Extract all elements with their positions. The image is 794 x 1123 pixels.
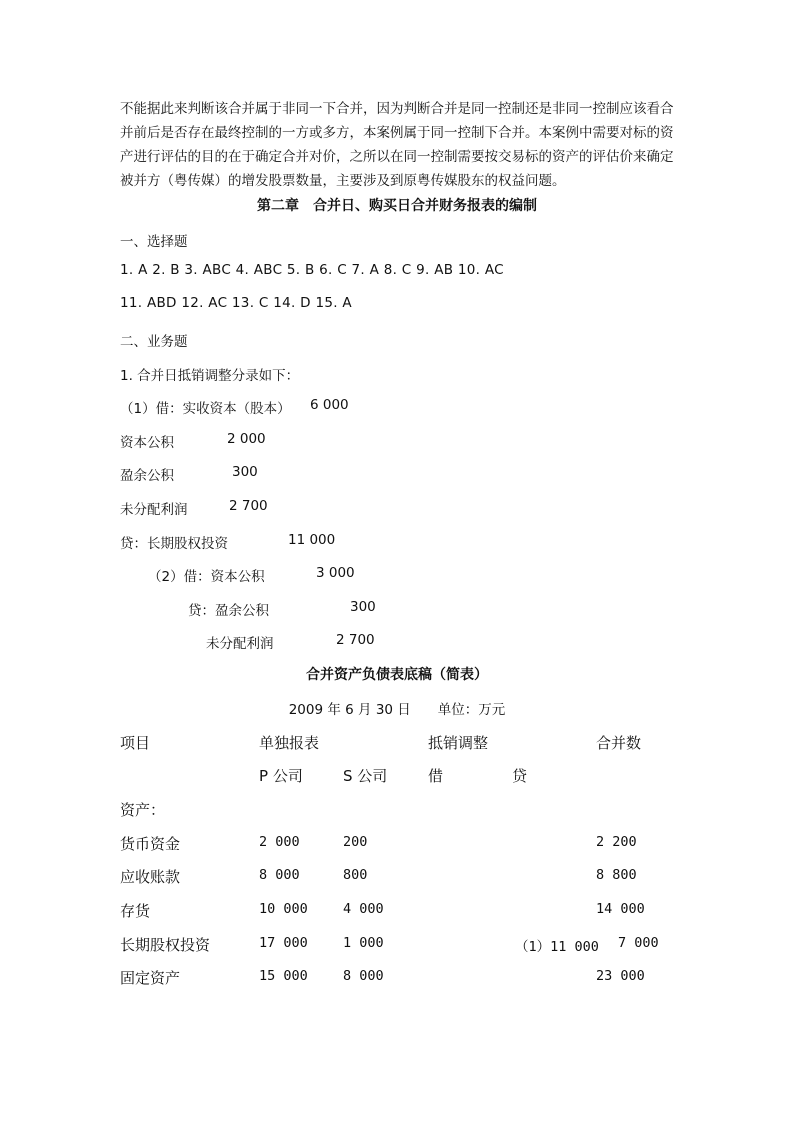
answers-line1: 1. A 2. B 3. ABC 4. ABC 5. B 6. C 7. A 8. C 9. AB 10. AC <box>120 262 504 278</box>
entry2-line3-value: 2 700 <box>336 632 375 648</box>
section1-title: 一、选择题 <box>120 234 188 250</box>
header-debit: 借 <box>428 767 444 785</box>
row-s-value: 8 000 <box>343 968 384 984</box>
row-total-value: 8 800 <box>596 867 637 883</box>
row-total-value: 14 000 <box>596 901 645 917</box>
entry1-line3-label: 盈余公积 <box>120 468 174 484</box>
header-elimination: 抵销调整 <box>428 734 489 752</box>
answers-line2: 11. ABD 12. AC 13. C 14. D 15. A <box>120 295 352 311</box>
table-title: 合并资产负债表底稿（简表） <box>306 667 488 683</box>
entry2-line1-value: 3 000 <box>316 565 355 581</box>
row-item: 固定资产 <box>120 969 181 987</box>
entry1-line1-label: （1）借：实收资本（股本） <box>120 401 291 417</box>
row-p-value: 10 000 <box>259 901 308 917</box>
entry1-line2-value: 2 000 <box>227 431 266 447</box>
chapter-title: 第二章 合并日、购买日合并财务报表的编制 <box>257 198 537 214</box>
row-s-value: 4 000 <box>343 901 384 917</box>
entry2-line2-value: 300 <box>350 599 376 615</box>
row-total-value: 2 200 <box>596 834 637 850</box>
row-p-value: 2 000 <box>259 834 300 850</box>
entry1-line1-value: 6 000 <box>310 397 349 413</box>
entry1-line2-label: 资本公积 <box>120 435 174 451</box>
row-item: 应收账款 <box>120 868 181 886</box>
row-adjustment-value: （1）11 000 <box>515 939 599 955</box>
row-s-value: 800 <box>343 867 368 883</box>
header-s-company: S 公司 <box>343 767 388 785</box>
row-item: 长期股权投资 <box>120 936 211 954</box>
row-item: 货币资金 <box>120 835 181 853</box>
section-assets-label: 资产： <box>120 801 166 819</box>
entry1-line5-label: 贷：长期股权投资 <box>120 536 228 552</box>
entry2-line1-label: （2）借：资本公积 <box>148 569 265 585</box>
section2-title: 二、业务题 <box>120 334 188 350</box>
table-date-unit: 2009 年 6 月 30 日 单位：万元 <box>288 702 506 718</box>
row-p-value: 15 000 <box>259 968 308 984</box>
row-total-value: 23 000 <box>596 968 645 984</box>
entry1-line4-value: 2 700 <box>229 498 268 514</box>
entry2-line2-label: 贷：盈余公积 <box>188 603 269 619</box>
row-p-value: 8 000 <box>259 867 300 883</box>
row-total-value: 7 000 <box>618 935 659 951</box>
entry1-line4-label: 未分配利润 <box>120 502 188 518</box>
header-consolidated: 合并数 <box>596 734 642 752</box>
row-s-value: 200 <box>343 834 368 850</box>
row-s-value: 1 000 <box>343 935 384 951</box>
header-separate: 单独报表 <box>259 734 320 752</box>
entry1-line5-value: 11 000 <box>288 532 336 548</box>
question1-title: 1. 合并日抵销调整分录如下： <box>120 368 300 384</box>
entry1-line3-value: 300 <box>232 464 258 480</box>
entry2-line3-label: 未分配利润 <box>206 636 274 652</box>
header-p-company: P 公司 <box>259 767 303 785</box>
row-item: 存货 <box>120 902 151 920</box>
intro-paragraph: 不能据此来判断该合并属于非同一下合并，因为判断合并是同一控制还是非同一控制应该看合并前后是否存在最终控制的一方或多方，本案例属于同一控制下合并。本案例中需要对标的资产进行评估的目的在于确定合并对价，之所以在同一控制需要按交易标的资产的评估价来确定被并方（粤传媒）的增发股票数量，主要涉及到原粤传媒股东的权益问题。 <box>120 101 674 189</box>
header-credit: 贷 <box>512 767 528 785</box>
row-p-value: 17 000 <box>259 935 308 951</box>
header-item: 项目 <box>120 734 151 752</box>
